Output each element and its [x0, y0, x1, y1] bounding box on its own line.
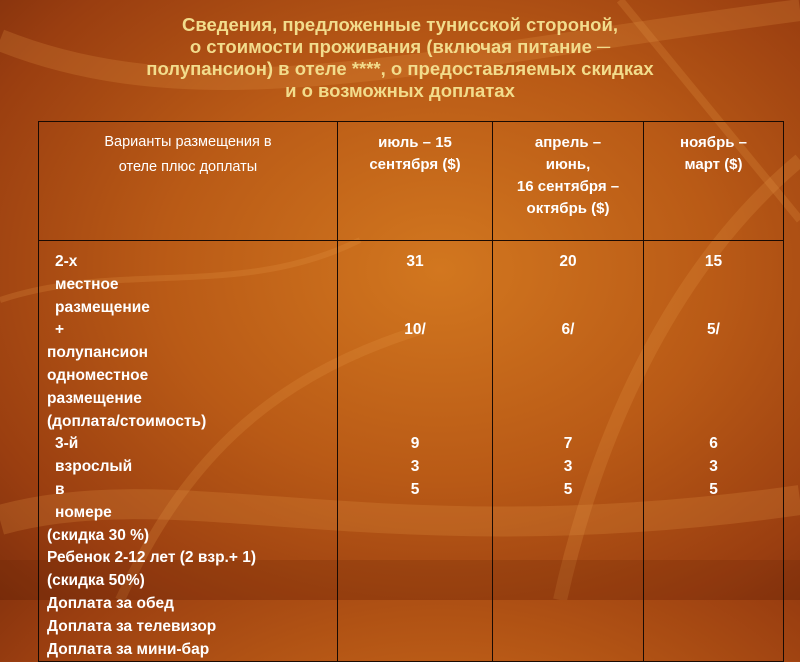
table-cell: 9	[410, 435, 420, 453]
header-text: июнь,	[545, 156, 591, 173]
page-title	[40, 14, 760, 102]
table-cell	[338, 274, 492, 297]
row-label: 2-х местное размещение +	[55, 253, 150, 339]
table-cell	[644, 365, 783, 388]
table-header-row	[39, 122, 784, 241]
header-text: апрель –	[534, 134, 602, 151]
row-label: Доплата за телевизор	[47, 617, 217, 635]
table-cell: 20	[559, 253, 577, 270]
table-cell	[493, 297, 643, 320]
table-cell	[493, 274, 643, 297]
table-cell: 31	[406, 253, 424, 270]
table-cell: 5/	[707, 321, 720, 339]
table-cell: 6	[709, 435, 718, 453]
table-cell	[644, 411, 783, 434]
header-text: отеле плюс доплаты	[118, 159, 258, 175]
table-cell	[338, 388, 492, 411]
title-line: и о возможных доплатах	[285, 80, 515, 101]
row-label: Доплата за мини-бар	[47, 640, 210, 658]
table-cell: 3	[563, 458, 573, 476]
table-cell	[644, 342, 783, 365]
table-cell	[338, 342, 492, 365]
header-text: октябрь ($)	[526, 200, 610, 217]
values-april-october	[493, 241, 644, 662]
title-line: полупансион) в отеле ****, о предоставляемых скидках	[146, 58, 654, 79]
row-label: Ребенок 2-12 лет (2 взр.+ 1)	[47, 549, 256, 567]
table-cell: 5	[563, 480, 573, 498]
table-cell	[644, 274, 783, 297]
table-cell: 10/	[404, 321, 426, 339]
row-label: полупансион	[47, 344, 149, 362]
options-cell	[39, 241, 338, 662]
table-cell: 3	[410, 458, 420, 476]
table-cell	[338, 411, 492, 434]
table-cell	[338, 365, 492, 388]
table-cell: 6/	[561, 321, 575, 339]
table-cell: 5	[410, 480, 420, 498]
table-cell	[644, 297, 783, 320]
table-cell	[493, 342, 643, 365]
values-november-march	[644, 241, 784, 662]
header-text: март ($)	[684, 156, 743, 173]
table-cell	[644, 388, 783, 411]
table-cell: 3	[709, 458, 718, 476]
row-label: 3-й взрослый в номере	[55, 435, 133, 521]
title-line: о стоимости проживания (включая питание ─	[189, 36, 611, 57]
row-label: (доплата/стоимость)	[47, 412, 207, 430]
table-cell: 5	[709, 480, 718, 498]
table-row	[39, 241, 784, 662]
row-label: (скидка 50%)	[47, 572, 145, 590]
row-label: Доплата за обед	[47, 594, 174, 612]
values-july-september	[338, 241, 493, 662]
row-label: (скидка 30 %)	[47, 526, 150, 544]
title-line: Сведения, предложенные тунисской стороной,	[182, 14, 618, 35]
header-text: 16 сентября –	[516, 178, 620, 195]
table-cell: 15	[704, 253, 723, 270]
header-july-september	[338, 122, 493, 241]
table-cell	[493, 411, 643, 434]
header-text: сентября ($)	[369, 156, 461, 173]
table-cell: 7	[563, 435, 573, 453]
header-april-october	[493, 122, 644, 241]
table-cell	[493, 365, 643, 388]
table-cell	[338, 297, 492, 320]
header-text: ноябрь –	[680, 134, 747, 151]
pricing-table	[38, 121, 784, 662]
table-cell	[493, 388, 643, 411]
header-november-march	[644, 122, 784, 241]
header-text: Варианты размещения в	[104, 134, 272, 150]
header-options	[39, 122, 338, 241]
row-label: одноместное размещение	[47, 366, 149, 407]
header-text: июль – 15	[378, 134, 452, 151]
